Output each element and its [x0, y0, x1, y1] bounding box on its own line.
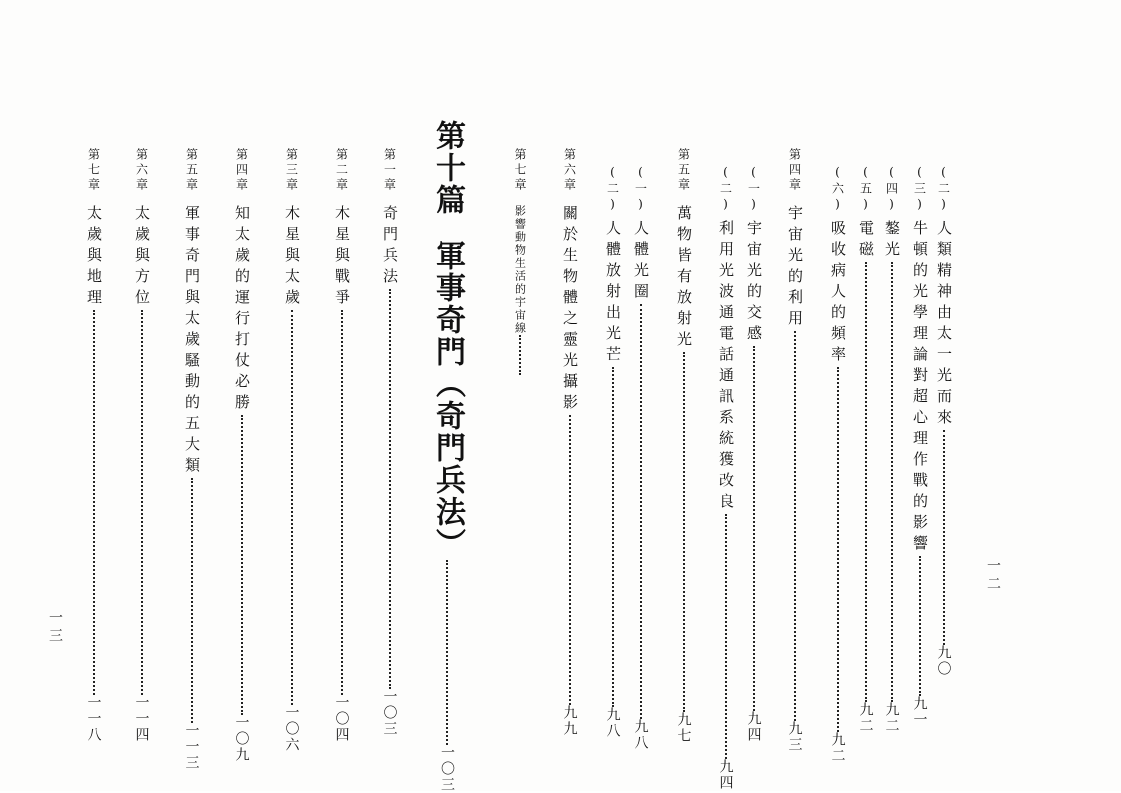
entry-label: 第七章: [513, 148, 527, 193]
leader-dots: [725, 514, 727, 759]
leader-dots: [191, 478, 193, 723]
entry-label: (五): [858, 165, 873, 214]
entry-label: (二): [718, 165, 733, 214]
entry-title: 利用光波通電話通訊系統獲改良: [717, 220, 735, 514]
entry-title: 宇宙光的利用: [786, 205, 804, 331]
toc-entry: [787, 0, 802, 753]
entry-label: 第一章: [382, 148, 397, 193]
entry-label: 第四章: [787, 148, 802, 193]
entry-page-number: 一〇六: [283, 705, 300, 753]
toc-entry: [134, 0, 149, 743]
toc-entry: [858, 0, 873, 734]
leader-dots: [141, 310, 143, 695]
toc-entry: [912, 0, 927, 728]
entry-page-number: 九八: [604, 707, 621, 739]
entry-page-number: 九四: [745, 711, 762, 743]
leader-dots: [389, 289, 391, 689]
leader-dots: [640, 304, 642, 719]
part-page-number: 一〇三: [439, 745, 455, 793]
entry-title: 人類精神由太一光而來: [935, 220, 953, 430]
entry-title: 吸收病人的頻率: [829, 220, 847, 367]
entry-page-number: 九四: [717, 759, 734, 791]
toc-entry: [514, 0, 526, 375]
leader-dots: [943, 430, 945, 645]
entry-label: 第七章: [86, 148, 101, 193]
entry-page-number: 九一: [911, 696, 928, 728]
leader-dots: [683, 352, 685, 712]
entry-label: (一): [746, 165, 761, 214]
entry-page-number: 九八: [632, 719, 649, 751]
entry-page-number: 一一四: [133, 695, 150, 743]
toc-entry: [562, 0, 577, 737]
entry-label: 第六章: [562, 148, 577, 193]
entry-title: 人體光圈: [632, 220, 650, 304]
toc-entry: [382, 0, 397, 737]
entry-title: 太歲與方位: [133, 205, 151, 310]
toc-entry: [718, 0, 733, 791]
toc-entry: [633, 0, 648, 751]
entry-title: 萬物皆有放射光: [675, 205, 693, 352]
entry-label: 第四章: [234, 148, 249, 193]
toc-entry: [830, 0, 845, 764]
entry-title: 知太歲的運行打仗必勝: [233, 205, 251, 415]
entry-label: 第二章: [334, 148, 349, 193]
entry-title: 木星與戰爭: [333, 205, 351, 310]
toc-entry: [676, 0, 691, 744]
entry-title: 牛頓的光學理論對超心理作戰的影響: [911, 220, 929, 556]
entry-page-number: 一一三: [183, 723, 200, 771]
part-heading: [430, 120, 465, 793]
entry-page-number: 一〇九: [233, 715, 250, 763]
leader-dots: [569, 415, 571, 705]
entry-page-number: 九二: [883, 702, 900, 734]
leader-dots: [446, 560, 448, 745]
entry-page-number: 一一八: [85, 695, 102, 743]
leader-dots: [919, 556, 921, 696]
entry-label: (四): [884, 165, 899, 214]
entry-page-number: 九九: [561, 705, 578, 737]
entry-title: 木星與太歲: [283, 205, 301, 310]
entry-title: 太歲與地理: [85, 205, 103, 310]
toc-entry: [284, 0, 299, 753]
left-page-number: 一三: [47, 610, 63, 646]
entry-page-number: 九三: [786, 721, 803, 753]
leader-dots: [93, 310, 95, 695]
entry-title: 宇宙光的交感: [745, 220, 763, 346]
entry-title: 軍事奇門與太歲騷動的五大類: [183, 205, 201, 478]
leader-dots: [753, 346, 755, 711]
entry-label: (二): [936, 165, 951, 214]
toc-entry: [184, 0, 199, 771]
leader-dots: [612, 367, 614, 707]
part-label: 第十篇: [430, 120, 465, 216]
toc-entry: [746, 0, 761, 743]
toc-entry: [334, 0, 349, 743]
part-title: 軍事奇門（奇門兵法）: [430, 240, 465, 560]
right-page-number: 一二: [985, 558, 1001, 594]
leader-dots: [241, 415, 243, 715]
entry-title: 鏊光: [883, 220, 901, 262]
entry-page-number: 九〇: [935, 645, 952, 677]
entry-title: 電磁: [857, 220, 875, 262]
entry-label: (二): [605, 165, 620, 214]
entry-page-number: 一〇三: [381, 689, 398, 737]
entry-label: 第五章: [184, 148, 199, 193]
entry-label: (三): [912, 165, 927, 214]
leader-dots: [341, 310, 343, 695]
entry-title: 影響動物生活的宇宙線: [513, 205, 527, 335]
entry-label: (六): [830, 165, 845, 214]
entry-label: 第五章: [676, 148, 691, 193]
leader-dots: [891, 262, 893, 702]
toc-entry: [86, 0, 101, 743]
entry-title: 關於生物體之靈光攝影: [561, 205, 579, 415]
toc-entry: [936, 0, 951, 677]
entry-page-number: 九七: [675, 712, 692, 744]
entry-page-number: 九二: [857, 702, 874, 734]
entry-label: (一): [633, 165, 648, 214]
toc-entry: [884, 0, 899, 734]
entry-label: 第六章: [134, 148, 149, 193]
leader-dots: [794, 331, 796, 721]
toc-entry: [234, 0, 249, 763]
leader-dots: [865, 262, 867, 702]
leader-dots: [291, 310, 293, 705]
leader-dots: [837, 367, 839, 732]
toc-entry: [605, 0, 620, 739]
entry-page-number: 九二: [829, 732, 846, 764]
entry-page-number: 一〇四: [333, 695, 350, 743]
leader-dots: [519, 335, 521, 375]
entry-title: 奇門兵法: [381, 205, 399, 289]
entry-label: 第三章: [284, 148, 299, 193]
entry-title: 人體放射出光芒: [604, 220, 622, 367]
